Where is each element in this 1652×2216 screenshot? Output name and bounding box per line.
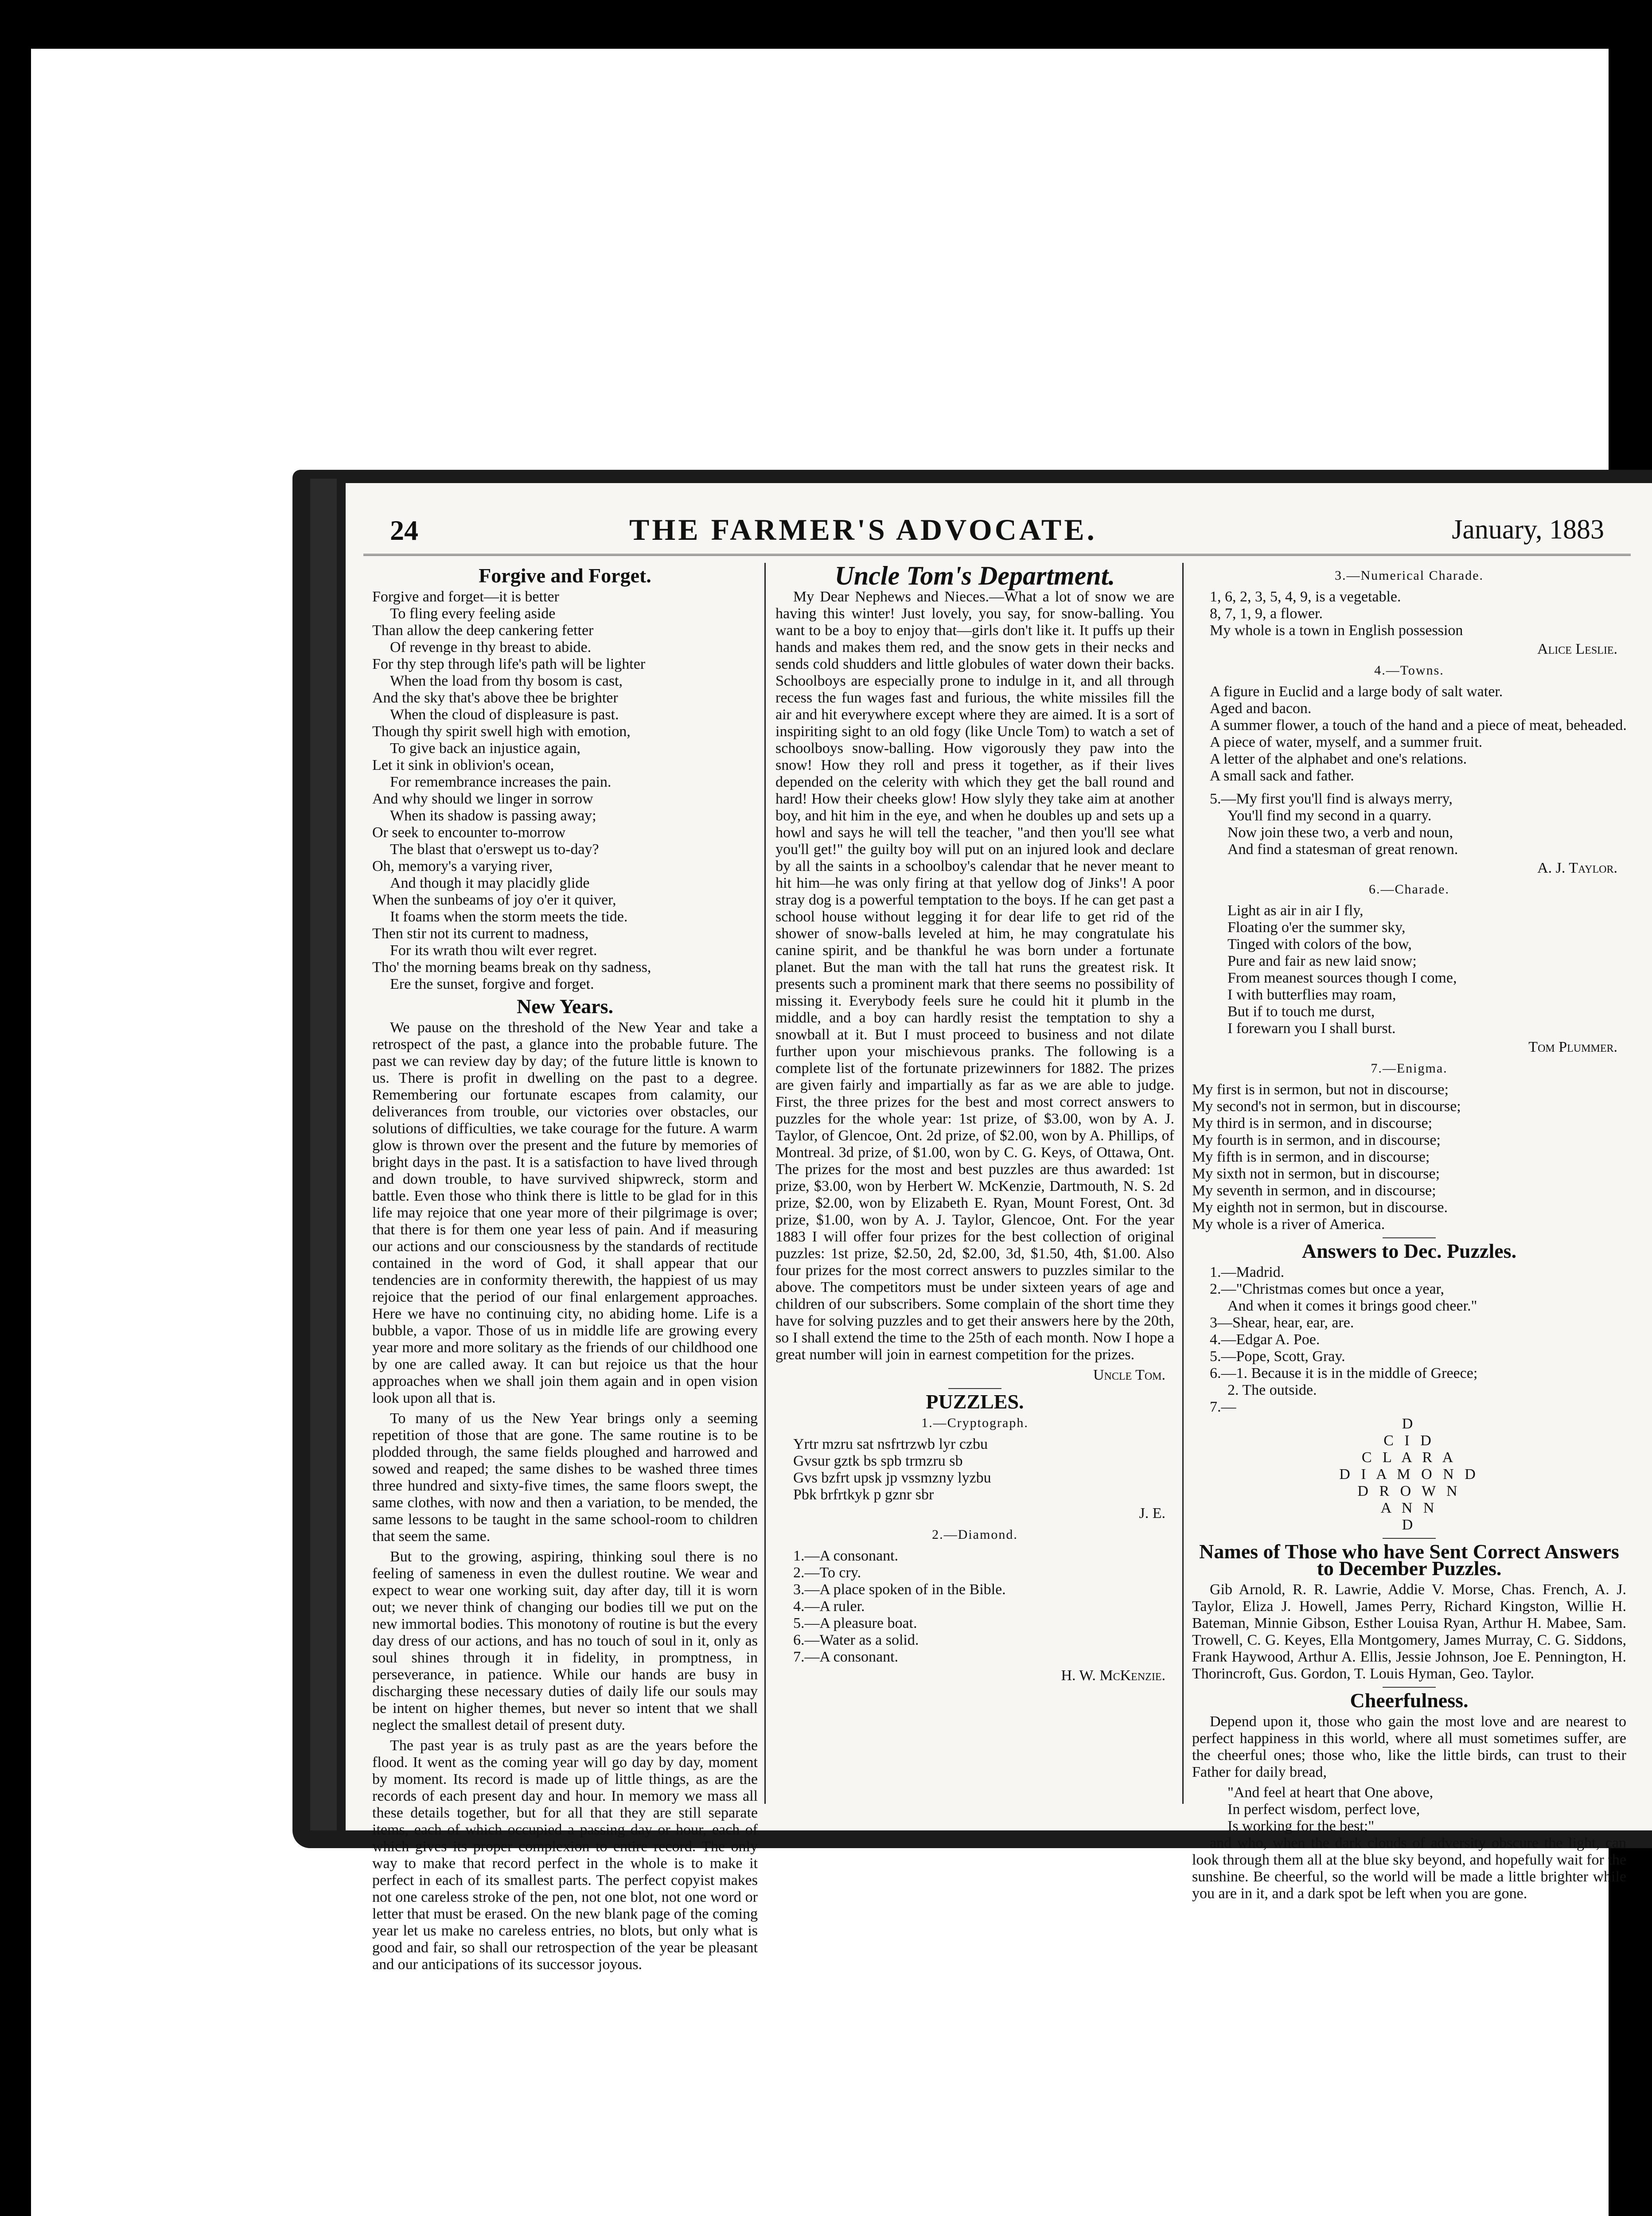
poem-line: For its wrath thou wilt ever regret. bbox=[390, 942, 597, 959]
poem-line: Forgive and forget—it is better bbox=[372, 589, 559, 605]
enigma-line: My second's not in sermon, but in discourse; bbox=[1192, 1098, 1461, 1115]
puzzle-signature: Alice Leslie. bbox=[1537, 641, 1617, 657]
poem-line: Though thy spirit swell high with emotion, bbox=[372, 723, 631, 740]
answer-line: 6.—1. Because it is in the middle of Greece; bbox=[1210, 1365, 1478, 1381]
answers-list bbox=[1192, 1264, 1626, 1416]
poem-line: To give back an injustice again, bbox=[390, 740, 581, 757]
puzzle-line: And find a statesman of great renown. bbox=[1227, 841, 1458, 858]
towns-line: A summer flower, a touch of the hand and a piece of meat, beheaded. bbox=[1210, 717, 1627, 733]
puzzle-signature: A. J. Taylor. bbox=[1537, 860, 1617, 876]
poem-line: Ere the sunset, forgive and forget. bbox=[390, 976, 594, 992]
masthead: THE FARMER'S ADVOCATE. bbox=[629, 513, 1097, 546]
clue-line: 3.—A place spoken of in the Bible. bbox=[793, 1581, 1006, 1598]
verse-line: In perfect wisdom, perfect love, bbox=[1227, 1801, 1420, 1818]
towns-line: A figure in Euclid and a large body of salt water. bbox=[1210, 683, 1503, 700]
cryptograph-line: Pbk brfrtkyk p gznr sbr bbox=[793, 1486, 934, 1503]
poem-line: When the sunbeams of joy o'er it quiver, bbox=[372, 892, 616, 908]
puzzle-heading: 4.—Towns. bbox=[1374, 663, 1444, 678]
letter-paragraph: My Dear Nephews and Nieces.—What a lot of snow we are having this winter! Just lovely, you say, for snow-balling. You want to be a boy to enjoy that—girls don't like it. It puffs up their hands and makes them red, and the snow gets in their necks and sends cold shudders and little globules of water down their backs. Schoolboys are especially prone to indulge in it, and all through recess the fun wages fast and furious, the white missiles fill the air and hit everywhere except where they are aimed. It is a sort of inspiriting sight to an old fogy (like Uncle Tom) to watch a set of schoolboys snow-balling. How vigorously they paw into the snow! How they roll and press it together, as if their lives depended on the celerity with which they get the ball round and hard! How their cheeks glow! How slyly they take aim at another boy, and hit him in the eye, and when he doubles up and sets up a howl and says he will tell the teacher, "and then you'll see what you'll get!" the guilty boy will put on an injured look and declare by all the saints in a schoolboy's calendar that he never meant to hit him—he was only firing at that yellow dog of Jinks'! A poor stray dog is a powerful temptation to the boys. If he can get past a school house without legging it for dear life to get rid of the shower of snow-balls leveled at him, he may congratulate his canine spirit, and be thankful he was born under a fortunate planet. But the man with the tall hat runs the greatest risk. It presents such a prominent mark that there seems no possibility of missing it. Everybody feels sure he could hit it plumb in the middle, and a boy can hardly resist the temptation to shy a snowball at it. But I must proceed to business and not dilate further upon your mischievous pranks. The following is a complete list of the fortunate prizewinners for 1882. The prizes are given fairly and impartially as far as we are able to judge. First, the three prizes for the best and most correct answers to puzzles for the whole year: 1st prize, of $3.00, won by A. J. Taylor, of Glencoe, Ont. 2d prize, of $2.00, won by A. Phillips, of Montreal. 3d prize, of $1.00, won by C. G. Keys, of Ottawa, Ont. The prizes for the most and best puzzles are thus awarded: 1st prize, $3.00, won by Herbert W. McKenzie, Dartmouth, N. S. 2d prize, $2.00, won by Elizabeth E. Ryan, Mount Forest, Ont. 3d prize, $1.00, won by A. J. Taylor, Glencoe, Ont. For the year 1883 I will offer four prizes for the best collection of original puzzles: 1st prize, $2.50, 2d, $2.00, 3d, $1.50, 4th, $1.00. Also four prizes for the most correct answers to puzzles similar to the above. The competitors must be under sixteen years of age and children of our subscribers. Some complain of the short time they have for solving puzzles and to get their answers here by the 20th, so I shall extend the time to the 25th of each month. Now I hope a great number will join in earnest competition for the prizes. bbox=[775, 589, 1174, 1363]
letter-signature: Uncle Tom. bbox=[1093, 1367, 1165, 1383]
answer-line: 4.—Edgar A. Poe. bbox=[1210, 1331, 1320, 1348]
poem-line: It foams when the storm meets the tide. bbox=[390, 909, 628, 925]
towns-line: A letter of the alphabet and one's relations. bbox=[1210, 751, 1467, 767]
article-paragraph: But to the growing, aspiring, thinking soul there is no feeling of sameness in even the dullest routine. We wear and expect to wear one working suit, day after day, till it is worn out; we never think of changing our bodies till we put on the new immortal bodies. This monotony of routine is but the every day dress of our actions, and has no touch of soul in it, only as soul shines through it in fidelity, in promptness, in perseverance, in patience. While our hands are busy in discharging these necessary duties of daily life our souls may be intent on higher themes, but never so intent that we shall neglect the smallest detail of present duty. bbox=[372, 1549, 758, 1733]
puzzle-line: You'll find my second in a quarry. bbox=[1227, 808, 1432, 824]
clue-line: 2.—To cry. bbox=[793, 1564, 861, 1581]
enigma-line: My first is in sermon, but not in discourse; bbox=[1192, 1081, 1449, 1098]
diamond-row: D bbox=[1402, 1517, 1417, 1533]
puzzle-signature: J. E. bbox=[1139, 1505, 1165, 1522]
cryptograph-line: Yrtr mzru sat nsfrtrzwb lyr czbu bbox=[793, 1436, 988, 1452]
book-spine bbox=[310, 479, 337, 1830]
poem-line: Then stir not its current to madness, bbox=[372, 925, 589, 942]
poem bbox=[372, 589, 758, 993]
verse-line: "And feel at heart that One above, bbox=[1227, 1784, 1434, 1801]
diamond-row: D bbox=[1402, 1416, 1417, 1432]
puzzle-heading: 1.—Cryptograph. bbox=[921, 1416, 1029, 1430]
poem-line: To fling every feeling aside bbox=[390, 605, 556, 622]
divider bbox=[1383, 1538, 1436, 1539]
diamond-row: A N N bbox=[1380, 1500, 1438, 1516]
diamond-row: D R O W N bbox=[1357, 1483, 1461, 1499]
charade-line: I with butterflies may roam, bbox=[1227, 987, 1396, 1003]
enigma bbox=[1192, 1081, 1626, 1233]
charade-line: 1, 6, 2, 3, 5, 4, 9, is a vegetable. bbox=[1210, 589, 1401, 605]
cheerfulness-title: Cheerfulness. bbox=[1350, 1689, 1469, 1712]
charade-line: Floating o'er the summer sky, bbox=[1227, 919, 1406, 936]
cheerfulness-para: Depend upon it, those who gain the most love and are nearest to perfect happiness in this world, where all must sometimes suffer, are the cheerful ones; those who, like the little birds, can trust to their Father for daily bread, bbox=[1192, 1713, 1626, 1780]
names-list: Gib Arnold, R. R. Lawrie, Addie V. Morse, Chas. French, A. J. Taylor, Eliza J. Howell, James Perry, Richard Kingston, Willie H. Bateman, Minnie Gibson, Esther Louisa Ryan, Arthur H. Mabee, Sam. Trowell, C. G. Keyes, Ella Montgomery, James Murray, C. G. Siddons, Frank Haywood, Arthur A. Ellis, Jessie Johnson, Joe E. Pennington, H. Thorincroft, Gus. Gordon, T. Louis Hyman, Geo. Taylor. bbox=[1192, 1581, 1626, 1682]
article-paragraph: We pause on the threshold of the New Year and take a retrospect of the past, a glance into the probable future. The past we can review day by day; of the future little is known to us. There is profit in dwelling on the past to a degree. Remembering our fortunate escapes from calamity, our deliverances from trouble, our victories over obstacles, our solutions of difficulties, we take courage for the future. A warm glow is thrown over the present and the future by memories of bright days in the past. It is a satisfaction to have lived through and down trouble, to have survived shipwreck, storm and battle. Even those who think there is little to be glad for in this life may rejoice that one year more of their pilgrimage is over; that there is for them one year less of pain. And if measuring our actions and our consciousness by the standards of rectitude contained in the word of God, it shall appear that our tendencies are in conformity therewith, the happiest of us may rejoice that the period of our final enlargement approaches. Here we have no continuing city, no abiding home. Life is a bubble, a vapor. Those of us in middle life are growing every year more and more solitary as the friends of our childhood one by one are called away. It can but rejoice us that the hour approaches when we shall join them again and in open vision look upon all that is. bbox=[372, 1019, 758, 1406]
puzzle-heading: 3.—Numerical Charade. bbox=[1334, 568, 1484, 583]
issue-date: January, 1883 bbox=[1452, 515, 1604, 545]
clue-line: 6.—Water as a solid. bbox=[793, 1632, 919, 1648]
enigma-line: My whole is a river of America. bbox=[1192, 1216, 1385, 1233]
answer-line: 7.— bbox=[1210, 1399, 1236, 1415]
clue-line: 4.—A ruler. bbox=[793, 1598, 865, 1615]
towns-puzzle bbox=[1192, 683, 1626, 784]
towns-line: Aged and bacon. bbox=[1210, 700, 1312, 717]
charade bbox=[1192, 902, 1626, 1037]
poem-title: Forgive and Forget. bbox=[479, 564, 651, 587]
cheerfulness-verse bbox=[1192, 1784, 1626, 1835]
towns-line: A piece of water, myself, and a summer fruit. bbox=[1210, 734, 1483, 750]
poem-line: Oh, memory's a varying river, bbox=[372, 858, 553, 874]
article-paragraph: The past year is as truly past as are the years before the flood. It went as the coming year will go day by day, moment by moment. Its record is made up of little things, as are the records of each present day and hour. In memory we mass all these details together, but for all that they are still separate items, each of which occupied a passing day or hour, each of which gives its proper complexion to entire record. The only way to make that record perfect in the whole is to make it perfect in each of its smallest parts. The perfect copyist makes not one careless stroke of the pen, not one blot, not one word or letter that must be erased. On the new blank page of the coming year let us make no careless entries, no blots, but only what is good and fair, so shall our retrospection of the year be pleasant and our anticipations of its successor joyous. bbox=[372, 1737, 758, 1973]
cryptograph-line: Gvs bzfrt upsk jp vssmzny lyzbu bbox=[793, 1470, 991, 1486]
diamond-clues bbox=[775, 1548, 1174, 1666]
article-body bbox=[372, 1019, 758, 1973]
charade-line: I forewarn you I shall burst. bbox=[1227, 1020, 1396, 1037]
charade-line: My whole is a town in English possession bbox=[1210, 622, 1463, 639]
puzzle-signature: Tom Plummer. bbox=[1528, 1039, 1617, 1055]
poem-line: And why should we linger in sorrow bbox=[372, 791, 593, 807]
charade-line: Tinged with colors of the bow, bbox=[1227, 936, 1412, 952]
diamond-row: D I A M O N D bbox=[1339, 1466, 1479, 1483]
column-2 bbox=[775, 563, 1174, 1689]
puzzle-line: 5.—My first you'll find is always merry, bbox=[1210, 791, 1453, 807]
clue-line: 7.—A consonant. bbox=[793, 1649, 899, 1665]
poem-line: Or seek to encounter to-morrow bbox=[372, 824, 566, 841]
poem-line: And though it may placidly glide bbox=[390, 875, 590, 891]
enigma-line: My fourth is in sermon, and in discourse; bbox=[1192, 1132, 1441, 1148]
puzzle-line: Now join these two, a verb and noun, bbox=[1227, 824, 1453, 841]
puzzle-heading: 6.—Charade. bbox=[1369, 882, 1449, 897]
clue-line: 5.—A pleasure boat. bbox=[793, 1615, 917, 1631]
divider bbox=[1383, 1687, 1436, 1688]
poem-line: Let it sink in oblivion's ocean, bbox=[372, 757, 554, 773]
poem-line: And the sky that's above thee be brighter bbox=[372, 690, 618, 706]
enigma-line: My third is in sermon, and in discourse; bbox=[1192, 1115, 1433, 1131]
puzzle-heading: 7.—Enigma. bbox=[1371, 1061, 1448, 1076]
divider bbox=[948, 1388, 1001, 1389]
poem-line: When its shadow is passing away; bbox=[390, 808, 596, 824]
answer-line: 2. The outside. bbox=[1227, 1382, 1317, 1398]
puzzles-title: PUZZLES. bbox=[926, 1390, 1024, 1413]
poem-line: For remembrance increases the pain. bbox=[390, 774, 612, 790]
column-rule bbox=[1182, 563, 1184, 1804]
poem-line: Tho' the morning beams break on thy sadness, bbox=[372, 959, 651, 975]
diamond-answer bbox=[1192, 1416, 1626, 1533]
enigma-line: My eighth not in sermon, but in discourse. bbox=[1192, 1199, 1448, 1216]
page-number: 24 bbox=[390, 515, 418, 546]
charade-line: But if to touch me durst, bbox=[1227, 1003, 1375, 1020]
answers-title: Answers to Dec. Puzzles. bbox=[1301, 1240, 1517, 1262]
answer-line: 3—Shear, hear, ear, are. bbox=[1210, 1315, 1354, 1331]
charade-line: Light as air in air I fly, bbox=[1227, 902, 1364, 919]
clue-line: 1.—A consonant. bbox=[793, 1548, 899, 1564]
article-title: New Years. bbox=[516, 995, 613, 1018]
names-title: Names of Those who have Sent Correct Answers to December Puzzles. bbox=[1199, 1540, 1619, 1580]
column-rule bbox=[764, 563, 766, 1804]
verse-line: Is working for the best;" bbox=[1227, 1818, 1375, 1834]
letter-body bbox=[775, 589, 1174, 1363]
article-paragraph: To many of us the New Year brings only a seeming repetition of those that are gone. The same routine is to be plodded through, the same fields ploughed and harrowed and sowed and reaped; the same dishes to be washed three times three hundred and sixty-five times, the same floors swept, the same clothes, with now and then a variation, to be mended, the same lessons to be taught in the same school-room to children that seem the same. bbox=[372, 1410, 758, 1545]
department-title: Uncle Tom's Department. bbox=[834, 561, 1115, 590]
column-3 bbox=[1192, 563, 1626, 1906]
column-1 bbox=[372, 563, 758, 1977]
cheerfulness-para: and who, when the dark clouds of adversity obscure the light, can look through them all at the blue sky beyond, and hopefully wait for the sunshine. Be cheerful, so the world will be made a little brighter while you are in it, and a dark spot be left when you are gone. bbox=[1192, 1835, 1626, 1902]
diamond-row: C L A R A bbox=[1361, 1449, 1457, 1466]
cryptograph bbox=[775, 1436, 1174, 1503]
answer-line: 2.—"Christmas comes but once a year, bbox=[1210, 1281, 1444, 1297]
poem-line: When the cloud of displeasure is past. bbox=[390, 706, 619, 723]
answer-line: 1.—Madrid. bbox=[1210, 1264, 1285, 1280]
cryptograph-line: Gvsur gztk bs spb trmzru sb bbox=[793, 1453, 963, 1469]
newspaper-page bbox=[346, 483, 1652, 1973]
poem-line: For thy step through life's path will be lighter bbox=[372, 656, 646, 672]
diamond-row: C I D bbox=[1383, 1432, 1435, 1449]
charade-line: 8, 7, 1, 9, a flower. bbox=[1210, 605, 1323, 622]
numerical-charade bbox=[1192, 589, 1626, 639]
poem-line: Than allow the deep cankering fetter bbox=[372, 622, 594, 639]
towns-line: A small sack and father. bbox=[1210, 768, 1354, 784]
puzzle-5 bbox=[1192, 791, 1626, 858]
enigma-line: My seventh in sermon, and in discourse; bbox=[1192, 1182, 1436, 1199]
divider bbox=[1383, 1237, 1436, 1238]
charade-line: From meanest sources though I come, bbox=[1227, 970, 1457, 986]
charade-line: Pure and fair as new laid snow; bbox=[1227, 953, 1417, 969]
poem-line: Of revenge in thy breast to abide. bbox=[390, 639, 592, 655]
puzzle-heading: 2.—Diamond. bbox=[932, 1527, 1018, 1542]
poem-line: The blast that o'erswept us to-day? bbox=[390, 841, 599, 858]
answer-line: And when it comes it brings good cheer." bbox=[1227, 1298, 1477, 1314]
answer-line: 5.—Pope, Scott, Gray. bbox=[1210, 1348, 1345, 1365]
puzzle-signature: H. W. McKenzie. bbox=[1061, 1667, 1165, 1684]
page-header bbox=[363, 505, 1631, 556]
enigma-line: My fifth is in sermon, and in discourse; bbox=[1192, 1149, 1430, 1165]
poem-line: When the load from thy bosom is cast, bbox=[390, 673, 623, 689]
enigma-line: My sixth not in sermon, but in discourse; bbox=[1192, 1166, 1440, 1182]
